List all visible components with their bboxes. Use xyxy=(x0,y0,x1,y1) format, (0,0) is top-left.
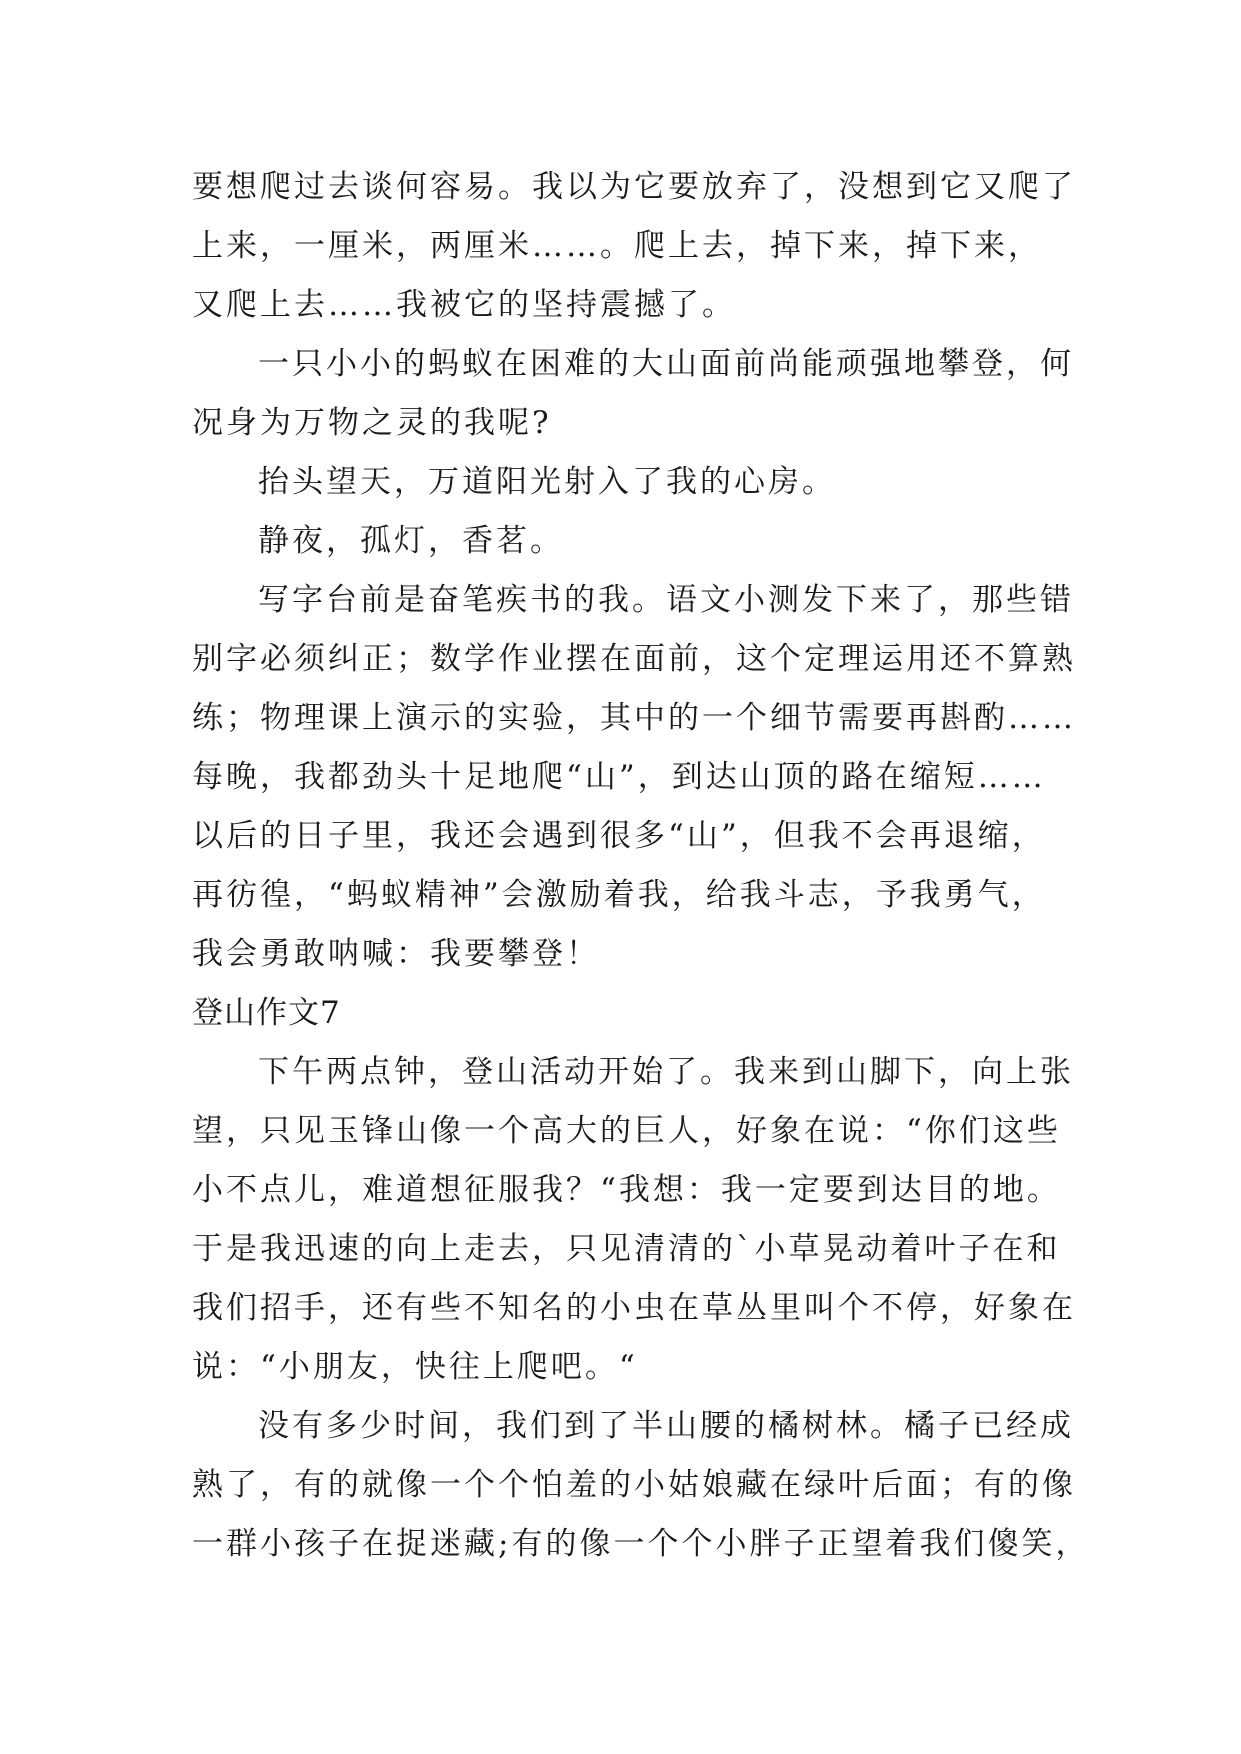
text-line: 每晚，我都劲头十足地爬“山”，到达山顶的路在缩短…… xyxy=(192,759,1046,795)
paragraph-start-line: 没有多少时间，我们到了半山腰的橘树林。橘子已经成 xyxy=(258,1408,1074,1444)
essay-text xyxy=(192,158,1090,1574)
paragraph-start-line: 写字台前是奋笔疾书的我。语文小测发下来了，那些错 xyxy=(258,582,1074,618)
text-line: 况身为万物之灵的我呢? xyxy=(192,405,552,441)
paragraph-start-line: 下午两点钟，登山活动开始了。我来到山脚下，向上张 xyxy=(258,1054,1074,1090)
text-line: 别字必须纠正；数学作业摆在面前，这个定理运用还不算熟 xyxy=(192,641,1076,677)
text-line: 小不点儿，难道想征服我？“我想：我一定要到达目的地。 xyxy=(192,1172,1061,1208)
text-line: 我们招手，还有些不知名的小虫在草丛里叫个不停，好象在 xyxy=(192,1290,1076,1326)
text-line: 说：“小朋友，快往上爬吧。“ xyxy=(192,1349,638,1385)
text-line: 望，只见玉锋山像一个高大的巨人，好象在说：“你们这些 xyxy=(192,1113,1061,1149)
section-heading: 登山作文7 xyxy=(192,995,341,1031)
text-line: 又爬上去……我被它的坚持震撼了。 xyxy=(192,287,736,323)
paragraph-start-line: 静夜，孤灯，香茗。 xyxy=(258,523,564,559)
text-line: 练；物理课上演示的实验，其中的一个细节需要再斟酌…… xyxy=(192,700,1076,736)
text-line: 再彷徨，“蚂蚁精神”会激励着我，给我斗志，予我勇气， xyxy=(192,877,1046,913)
text-line: 要想爬过去谈何容易。我以为它要放弃了，没想到它又爬了 xyxy=(192,169,1076,205)
text-line: 熟了，有的就像一个个怕羞的小姑娘藏在绿叶后面；有的像 xyxy=(192,1467,1076,1503)
paragraph-start-line: 一只小小的蚂蚁在困难的大山面前尚能顽强地攀登，何 xyxy=(258,346,1074,382)
text-line: 于是我迅速的向上走去，只见清清的`小草晃动着叶子在和 xyxy=(192,1231,1061,1267)
text-line: 我会勇敢呐喊：我要攀登！ xyxy=(192,936,600,972)
text-line: 一群小孩子在捉迷藏;有的像一个个小胖子正望着我们傻笑， xyxy=(192,1526,1090,1562)
paragraph-start-line: 抬头望天，万道阳光射入了我的心房。 xyxy=(258,464,836,500)
text-line: 上来，一厘米，两厘米……。爬上去，掉下来，掉下来， xyxy=(192,228,1042,264)
text-line: 以后的日子里，我还会遇到很多“山”，但我不会再退缩， xyxy=(192,818,1046,854)
